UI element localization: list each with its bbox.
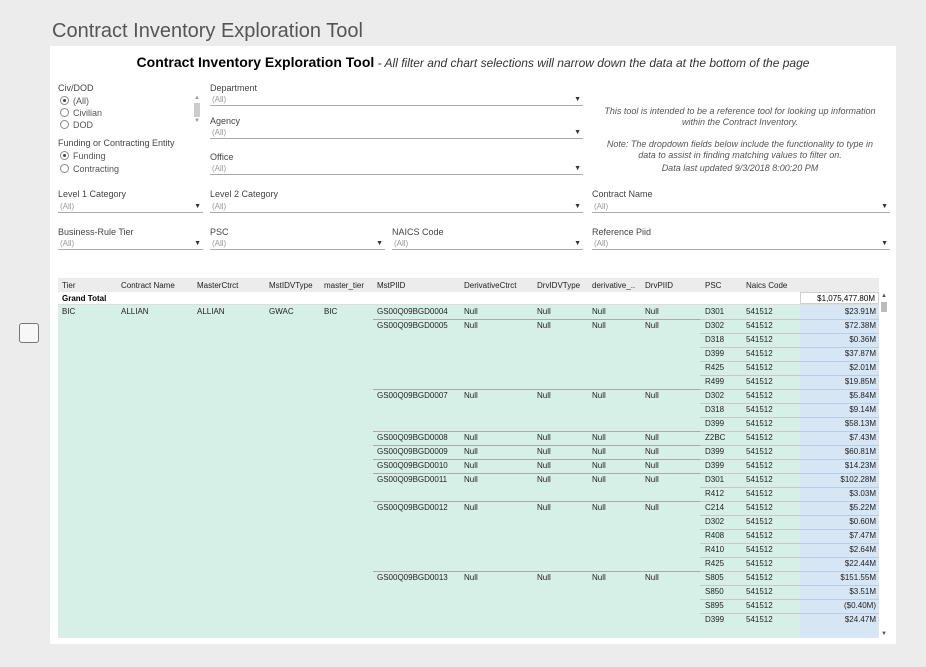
table-row[interactable] xyxy=(58,613,879,627)
cell-dtier: Null xyxy=(592,503,606,512)
grand-total-row xyxy=(58,292,879,305)
amount-divider xyxy=(800,501,879,502)
column-header[interactable]: master_tier xyxy=(324,281,365,290)
business-rule-label: Business-Rule Tier xyxy=(58,227,134,237)
table-row[interactable] xyxy=(58,347,879,361)
cell-psc: D399 xyxy=(705,615,725,624)
amount-divider xyxy=(800,445,879,446)
cell-mstpiid: GS00Q09BGD0005 xyxy=(377,321,448,330)
column-header[interactable]: DrvIDVType xyxy=(537,281,581,290)
level2-value: (All) xyxy=(212,202,227,211)
dropdown-arrow-icon: ▼ xyxy=(881,203,888,210)
row-divider xyxy=(700,585,800,586)
cell-amount: $5.84M xyxy=(849,391,876,400)
cell-psc: D318 xyxy=(705,405,725,414)
table-row[interactable] xyxy=(58,557,879,571)
cell-amount: $60.81M xyxy=(844,447,876,456)
civdod-label: Civ/DOD xyxy=(58,83,94,93)
agency-value: (All) xyxy=(212,128,227,137)
cell-drvidv: Null xyxy=(537,475,551,484)
cell-amount: $3.51M xyxy=(849,587,876,596)
row-divider xyxy=(700,613,800,614)
row-divider xyxy=(700,557,800,558)
cell-psc: R410 xyxy=(705,545,725,554)
table-row[interactable] xyxy=(58,571,879,585)
amount-divider xyxy=(800,403,879,404)
cell-dtier: Null xyxy=(592,461,606,470)
cell-amount: $19.85M xyxy=(844,377,876,386)
cell-drvidv: Null xyxy=(537,461,551,470)
cell-mstpiid: GS00Q09BGD0010 xyxy=(377,461,448,470)
cell-amount: $5.22M xyxy=(849,503,876,512)
cell-mstpiid: GS00Q09BGD0004 xyxy=(377,307,448,316)
level1-value: (All) xyxy=(60,202,75,211)
cell-amount: $24.47M xyxy=(844,615,876,624)
table-row[interactable] xyxy=(58,375,879,389)
cell-drvpiid: Null xyxy=(645,503,659,512)
office-label: Office xyxy=(210,152,234,162)
cell-psc: C214 xyxy=(705,503,725,512)
department-value: (All) xyxy=(212,95,227,104)
cell-mstpiid: GS00Q09BGD0007 xyxy=(377,391,448,400)
cell-naics: 541512 xyxy=(746,559,773,568)
cell-dtier: Null xyxy=(592,573,606,582)
cell-tier: BIC xyxy=(62,307,76,316)
contract-name-label: Contract Name xyxy=(592,189,653,199)
business-rule-dropdown[interactable] xyxy=(58,238,203,250)
amount-divider xyxy=(800,487,879,488)
civdod-option-label: DOD xyxy=(73,120,93,130)
cell-amount: $151.55M xyxy=(840,573,876,582)
cell-psc: D399 xyxy=(705,461,725,470)
info-line: within the Contract Inventory. xyxy=(682,117,798,127)
cell-psc: R412 xyxy=(705,489,725,498)
civdod-scrollbar[interactable] xyxy=(193,95,201,129)
cell-amount: $9.14M xyxy=(849,405,876,414)
department-dropdown[interactable] xyxy=(210,94,583,106)
cell-amount: $102.28M xyxy=(840,475,876,484)
level1-label: Level 1 Category xyxy=(58,189,127,199)
cell-naics: 541512 xyxy=(746,363,773,372)
psc-label: PSC xyxy=(210,227,229,237)
cell-drvpiid: Null xyxy=(645,573,659,582)
scroll-up-icon[interactable]: ▲ xyxy=(194,95,200,101)
column-header[interactable]: Tier xyxy=(62,281,76,290)
funding-option-funding[interactable] xyxy=(60,151,106,161)
cell-psc: R425 xyxy=(705,559,725,568)
row-divider xyxy=(700,319,800,320)
cell-drvidv: Null xyxy=(537,503,551,512)
cell-amount: $3.03M xyxy=(849,489,876,498)
funding-option-label: Contracting xyxy=(73,164,120,174)
cell-mstpiid: GS00Q09BGD0008 xyxy=(377,433,448,442)
cell-naics: 541512 xyxy=(746,447,773,456)
data-updated-text: Data last updated 9/3/2018 8:00:20 PM xyxy=(661,163,819,173)
amount-divider xyxy=(800,417,879,418)
level1-dropdown[interactable] xyxy=(58,201,203,213)
column-header[interactable]: DrvPIID xyxy=(645,281,673,290)
cell-naics: 541512 xyxy=(746,615,773,624)
row-divider xyxy=(700,543,800,544)
cell-drv: Null xyxy=(464,573,478,582)
cell-amount: $14.23M xyxy=(844,461,876,470)
level2-label: Level 2 Category xyxy=(210,189,279,199)
scroll-down-icon[interactable]: ▼ xyxy=(194,118,200,124)
row-divider xyxy=(700,431,800,432)
cell-drv: Null xyxy=(464,433,478,442)
cell-dtier: Null xyxy=(592,433,606,442)
dropdown-arrow-icon: ▼ xyxy=(881,240,888,247)
table-row[interactable] xyxy=(58,487,879,501)
cell-psc: D302 xyxy=(705,391,725,400)
cell-mstidv: GWAC xyxy=(269,307,294,316)
cell-mstpiid: GS00Q09BGD0013 xyxy=(377,573,448,582)
amount-divider xyxy=(800,375,879,376)
cell-amount: $0.36M xyxy=(849,335,876,344)
cell-psc: S895 xyxy=(705,601,724,610)
table-row[interactable] xyxy=(58,403,879,417)
row-divider xyxy=(700,599,800,600)
scroll-thumb[interactable] xyxy=(881,302,887,312)
cell-drv: Null xyxy=(464,447,478,456)
amount-divider xyxy=(800,585,879,586)
cell-drvidv: Null xyxy=(537,307,551,316)
naics-value: (All) xyxy=(394,239,409,248)
cell-amount: $23.91M xyxy=(844,307,876,316)
cell-master: ALLIAN xyxy=(197,307,225,316)
row-divider xyxy=(700,333,800,334)
row-divider xyxy=(700,375,800,376)
column-header[interactable]: derivative_.. xyxy=(592,281,636,290)
cell-naics: 541512 xyxy=(746,321,773,330)
reference-piid-dropdown[interactable] xyxy=(592,238,890,250)
funding-option-label: Funding xyxy=(73,151,106,161)
cell-drvidv: Null xyxy=(537,321,551,330)
cell-drvpiid: Null xyxy=(645,321,659,330)
psc-dropdown[interactable] xyxy=(210,238,385,250)
cell-psc: D399 xyxy=(705,349,725,358)
dropdown-arrow-icon: ▼ xyxy=(574,165,581,172)
amount-divider xyxy=(800,347,879,348)
outer-title: Contract Inventory Exploration Tool xyxy=(52,20,363,42)
row-divider xyxy=(700,487,800,488)
civdod-option-label: (All) xyxy=(73,96,89,106)
radio-icon xyxy=(60,108,69,117)
scroll-down-icon[interactable]: ▼ xyxy=(881,631,887,637)
cell-naics: 541512 xyxy=(746,405,773,414)
civdod-option-dod[interactable] xyxy=(60,120,93,130)
column-header[interactable]: PSC xyxy=(705,281,722,290)
cell-drvpiid: Null xyxy=(645,391,659,400)
table-row[interactable] xyxy=(58,319,879,333)
office-dropdown[interactable] xyxy=(210,163,583,175)
cell-psc: D318 xyxy=(705,335,725,344)
business-rule-value: (All) xyxy=(60,239,75,248)
scroll-thumb[interactable] xyxy=(194,103,200,117)
cell-naics: 541512 xyxy=(746,503,773,512)
row-divider xyxy=(700,361,800,362)
row-divider xyxy=(700,473,800,474)
cell-drvpiid: Null xyxy=(645,307,659,316)
reference-piid-label: Reference Piid xyxy=(592,227,652,237)
cell-psc: Z2BC xyxy=(705,433,726,442)
contract-table xyxy=(58,278,887,638)
cell-drv: Null xyxy=(464,391,478,400)
grand-total-label: Grand Total xyxy=(62,294,107,303)
cell-drv: Null xyxy=(464,321,478,330)
table-row[interactable] xyxy=(58,543,879,557)
dropdown-arrow-icon: ▼ xyxy=(194,240,201,247)
table-row[interactable] xyxy=(58,305,879,319)
agency-label: Agency xyxy=(210,116,241,126)
naics-dropdown[interactable] xyxy=(392,238,583,250)
reference-piid-value: (All) xyxy=(594,239,609,248)
cell-amount: $7.43M xyxy=(849,433,876,442)
cell-mstpiid: GS00Q09BGD0009 xyxy=(377,447,448,456)
cell-drvpiid: Null xyxy=(645,433,659,442)
grand-total-value: $1,075,477.80M xyxy=(800,292,879,304)
dashboard-title: Contract Inventory Exploration Tool xyxy=(136,54,375,70)
scroll-up-icon[interactable]: ▲ xyxy=(881,293,887,299)
cell-psc: D302 xyxy=(705,517,725,526)
row-divider xyxy=(700,529,800,530)
cell-naics: 541512 xyxy=(746,377,773,386)
column-header[interactable]: MstPIID xyxy=(377,281,406,290)
radio-icon xyxy=(60,164,69,173)
table-row[interactable] xyxy=(58,333,879,347)
cell-amount: $72.38M xyxy=(844,321,876,330)
contract-name-value: (All) xyxy=(594,202,609,211)
cell-psc: D399 xyxy=(705,447,725,456)
cell-drv: Null xyxy=(464,475,478,484)
cell-amount: $22.44M xyxy=(844,559,876,568)
cell-amount: $2.01M xyxy=(849,363,876,372)
row-divider xyxy=(700,515,800,516)
table-row[interactable] xyxy=(58,445,879,459)
row-divider xyxy=(700,403,800,404)
table-row[interactable] xyxy=(58,473,879,487)
cell-psc: R499 xyxy=(705,377,725,386)
amount-divider xyxy=(800,557,879,558)
cell-psc: D302 xyxy=(705,321,725,330)
cell-drvidv: Null xyxy=(537,573,551,582)
table-row[interactable] xyxy=(58,361,879,375)
cell-drvpiid: Null xyxy=(645,475,659,484)
cell-naics: 541512 xyxy=(746,517,773,526)
dropdown-arrow-icon: ▼ xyxy=(194,203,201,210)
column-header[interactable]: Contract Name xyxy=(121,281,175,290)
cell-naics: 541512 xyxy=(746,587,773,596)
amount-divider xyxy=(800,333,879,334)
cell-naics: 541512 xyxy=(746,349,773,358)
dropdown-arrow-icon: ▼ xyxy=(574,96,581,103)
table-header xyxy=(58,278,879,292)
radio-selected-icon xyxy=(60,96,69,105)
cell-drvidv: Null xyxy=(537,433,551,442)
cell-psc: R408 xyxy=(705,531,725,540)
cell-naics: 541512 xyxy=(746,531,773,540)
dropdown-arrow-icon: ▼ xyxy=(574,203,581,210)
cell-drv: Null xyxy=(464,307,478,316)
cell-amount: ($0.40M) xyxy=(843,601,876,610)
agency-dropdown[interactable] xyxy=(210,127,583,139)
contract-name-dropdown[interactable] xyxy=(592,201,890,213)
department-label: Department xyxy=(210,83,258,93)
cell-naics: 541512 xyxy=(746,391,773,400)
note-text xyxy=(595,139,885,174)
cell-naics: 541512 xyxy=(746,489,773,498)
amount-divider xyxy=(800,543,879,544)
select-checkbox[interactable] xyxy=(19,323,39,343)
amount-divider xyxy=(800,599,879,600)
cell-drvpiid: Null xyxy=(645,447,659,456)
cell-naics: 541512 xyxy=(746,419,773,428)
radio-icon xyxy=(60,120,69,129)
row-divider xyxy=(700,347,800,348)
info-text xyxy=(595,106,885,128)
cell-naics: 541512 xyxy=(746,335,773,344)
amount-divider xyxy=(800,319,879,320)
civdod-option-civilian[interactable] xyxy=(60,108,102,118)
cell-drv: Null xyxy=(464,461,478,470)
cell-mstpiid: GS00Q09BGD0012 xyxy=(377,503,448,512)
amount-divider xyxy=(800,389,879,390)
cell-naics: 541512 xyxy=(746,461,773,470)
cell-drv: Null xyxy=(464,503,478,512)
dropdown-arrow-icon: ▼ xyxy=(574,240,581,247)
table-row[interactable] xyxy=(58,599,879,613)
funding-option-contracting[interactable] xyxy=(60,164,119,174)
amount-divider xyxy=(800,361,879,362)
cell-dtier: Null xyxy=(592,475,606,484)
cell-naics: 541512 xyxy=(746,573,773,582)
cell-psc: S805 xyxy=(705,573,724,582)
amount-divider xyxy=(800,529,879,530)
cell-naics: 541512 xyxy=(746,545,773,554)
cell-drvidv: Null xyxy=(537,447,551,456)
cell-dtier: Null xyxy=(592,447,606,456)
radio-selected-icon xyxy=(60,151,69,160)
cell-psc: D301 xyxy=(705,307,725,316)
cell-dtier: Null xyxy=(592,391,606,400)
cell-mtier: BIC xyxy=(324,307,338,316)
cell-dtier: Null xyxy=(592,307,606,316)
cell-naics: 541512 xyxy=(746,433,773,442)
table-row[interactable] xyxy=(58,501,879,515)
column-header[interactable]: Naics Code xyxy=(746,281,788,290)
row-divider xyxy=(700,417,800,418)
cell-amount: $58.13M xyxy=(844,419,876,428)
cell-psc: D301 xyxy=(705,475,725,484)
table-row[interactable] xyxy=(58,585,879,599)
level2-dropdown[interactable] xyxy=(210,201,583,213)
row-divider xyxy=(700,389,800,390)
amount-divider xyxy=(800,515,879,516)
dropdown-arrow-icon: ▼ xyxy=(376,240,383,247)
cell-drvpiid: Null xyxy=(645,461,659,470)
row-divider xyxy=(700,459,800,460)
cell-amount: $37.87M xyxy=(844,349,876,358)
cell-amount: $7.47M xyxy=(849,531,876,540)
office-value: (All) xyxy=(212,164,227,173)
column-header[interactable]: MasterCtrct xyxy=(197,281,239,290)
cell-psc: S850 xyxy=(705,587,724,596)
column-header[interactable]: DerivativeCtrct xyxy=(464,281,517,290)
note-line: Note: The dropdown fields below include the functionality to type in xyxy=(606,139,874,149)
cell-naics: 541512 xyxy=(746,601,773,610)
cell-amount: $2.64M xyxy=(849,545,876,554)
amount-divider xyxy=(800,571,879,572)
table-row[interactable] xyxy=(58,389,879,403)
cell-psc: R425 xyxy=(705,363,725,372)
cell-amount: $0.60M xyxy=(849,517,876,526)
table-row[interactable] xyxy=(58,529,879,543)
table-row[interactable] xyxy=(58,515,879,529)
cell-mstpiid: GS00Q09BGD0011 xyxy=(377,475,448,484)
civdod-option-all[interactable] xyxy=(60,96,89,106)
amount-divider xyxy=(800,473,879,474)
table-scrollbar[interactable] xyxy=(880,292,888,638)
row-divider xyxy=(700,571,800,572)
cell-psc: D399 xyxy=(705,419,725,428)
table-row[interactable] xyxy=(58,459,879,473)
dashboard-subtitle: - All filter and chart selections will narrow down the data at the bottom of the page xyxy=(374,56,810,70)
column-header[interactable]: MstIDVType xyxy=(269,281,313,290)
info-line: This tool is intended to be a reference tool for looking up information xyxy=(604,106,876,116)
table-row[interactable] xyxy=(58,431,879,445)
table-row[interactable] xyxy=(58,417,879,431)
dashboard-banner xyxy=(50,54,896,70)
row-divider xyxy=(700,501,800,502)
dashboard-card xyxy=(50,46,896,644)
amount-divider xyxy=(800,613,879,614)
cell-naics: 541512 xyxy=(746,475,773,484)
psc-value: (All) xyxy=(212,239,227,248)
amount-divider xyxy=(800,431,879,432)
note-line: data to assist in finding matching values to filter on. xyxy=(638,150,842,160)
funding-label: Funding or Contracting Entity xyxy=(58,138,175,148)
cell-naics: 541512 xyxy=(746,307,773,316)
dropdown-arrow-icon: ▼ xyxy=(574,129,581,136)
civdod-option-label: Civilian xyxy=(73,108,103,118)
cell-contract: ALLIAN xyxy=(121,307,149,316)
cell-drvidv: Null xyxy=(537,391,551,400)
naics-label: NAICS Code xyxy=(392,227,444,237)
cell-dtier: Null xyxy=(592,321,606,330)
amount-divider xyxy=(800,459,879,460)
row-divider xyxy=(700,445,800,446)
